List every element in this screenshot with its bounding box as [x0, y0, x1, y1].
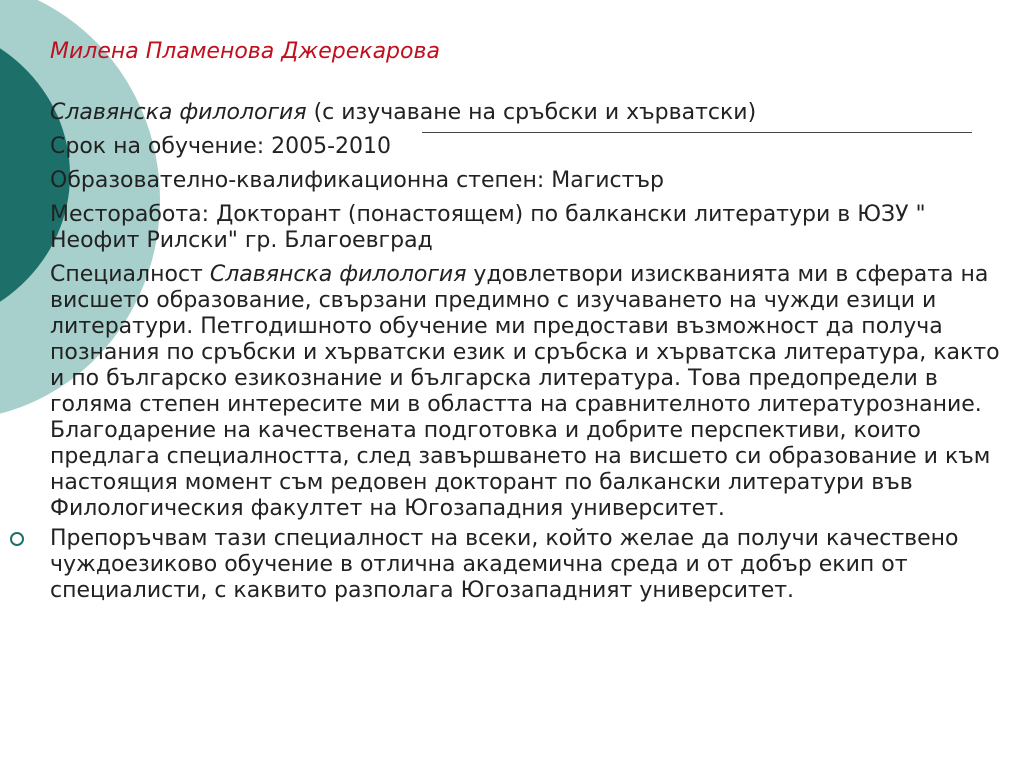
paragraph-specialty — [50, 262, 1000, 522]
program-line — [50, 100, 1000, 126]
degree: Образователно-квалификационна степен: Магистър — [50, 168, 664, 193]
program-details — [50, 100, 1000, 254]
recommendation-bullet — [50, 526, 1000, 604]
study-period: Срок на обучение: 2005-2010 — [50, 134, 392, 159]
paragraph-specialty-text: удовлетвори изискванията ми в сферата на висшето образование, свързани предимно с изучаването на чужди езици и литератури. Петгодишното обучение ми предостави възможност да получа познания по сръбски и хърватски език и сръбска и хърватска литература, както и по българско езикознание и българска литература. Това предопредели в голяма степен интересите ми в областта на сравнителното литературознание. Благодарение на качествената подготовка и добрите перспективи, които предлага специалността, след завършването на висшето си образование и към настоящия момент съм редовен докторант по балкански литератури във Филологическия факултет на Югозападния университет. — [50, 262, 1000, 521]
program-note: (с изучаване на сръбски и хърватски) — [306, 100, 757, 125]
paragraph-specialty-italic: Славянска филология — [209, 262, 467, 287]
slide-content — [50, 38, 1000, 604]
recommendation-text: Препоръчвам тази специалност на всеки, който желае да получи качествено чуждоезиково обучение в отлична академична среда и от добър екип от специалисти, с каквито разполага Югозападният университет. — [50, 526, 959, 603]
hollow-circle-bullet-icon — [10, 532, 24, 546]
author-name: Милена Пламенова Джерекарова — [50, 39, 440, 64]
workplace: Месторабота: Докторант (понастоящем) по балкански литератури в ЮЗУ " Неофит Рилски" гр. Благоевград — [50, 202, 926, 253]
paragraph-specialty-prefix: Специалност — [50, 262, 210, 287]
underline-rule — [422, 132, 972, 133]
program-name: Славянска филология — [50, 100, 307, 125]
